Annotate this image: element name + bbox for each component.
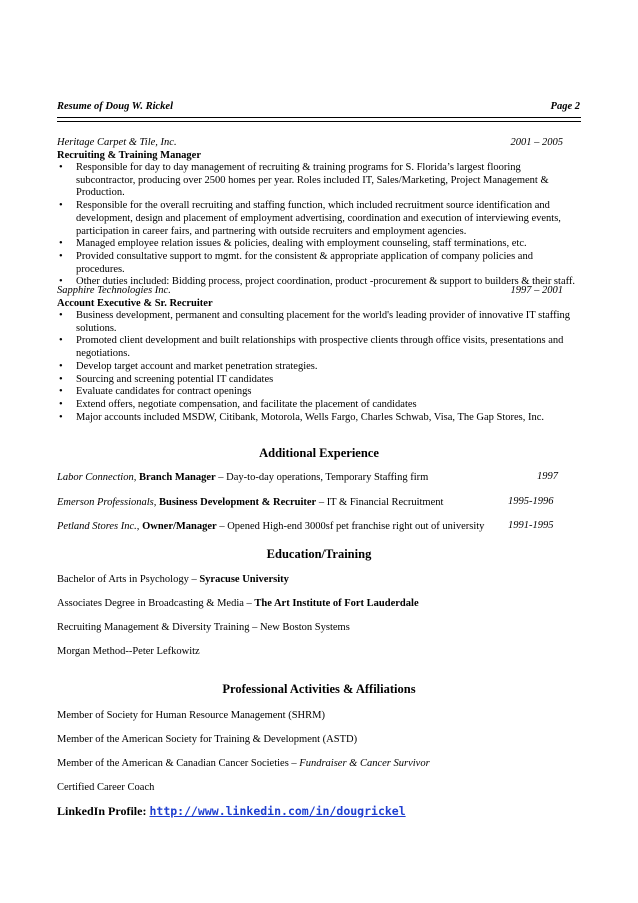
job-title: Account Executive & Sr. Recruiter	[57, 298, 213, 309]
company-name: Labor Connection,	[57, 472, 137, 483]
additional-dates: 1995-1996	[508, 496, 554, 507]
affiliation-note: Fundraiser & Cancer Survivor	[299, 758, 430, 769]
education-item	[57, 597, 581, 610]
additional-dates: 1991-1995	[508, 520, 554, 531]
list-item: • Responsible for the overall recruiting and staffing function, which included recruitment source identification and development, design and placement of employment advertising, coordination and execution of interviewing events, participation in career fairs, and partnering with outside recruiters and employment agencies.	[57, 200, 581, 238]
list-item: • Develop target account and market penetration strategies.	[57, 361, 581, 374]
company-name: Heritage Carpet & Tile, Inc.	[57, 137, 177, 148]
affiliation-text: Member of the American Society for Training & Development (ASTD)	[57, 734, 358, 745]
additional-item	[57, 471, 581, 484]
linkedin-profile	[57, 805, 581, 819]
header-divider	[57, 117, 581, 122]
affiliation-item	[57, 757, 581, 770]
list-item: • Evaluate candidates for contract openings	[57, 386, 581, 399]
role-description: – Opened High-end 3000sf pet franchise right out of university	[216, 521, 485, 532]
page-header	[57, 101, 580, 112]
role-description: – Day-to-day operations, Temporary Staffing firm	[215, 472, 429, 483]
additional-item	[57, 496, 581, 509]
affiliation-text: Member of Society for Human Resource Management (SHRM)	[57, 710, 325, 721]
education-heading: Education/Training	[266, 547, 372, 561]
list-item: • Provided consultative support to mgmt. for the consistent & appropriate application of company policies and procedures.	[57, 251, 581, 276]
resume-name: Resume of Doug W. Rickel	[57, 101, 173, 112]
institution-name: The Art Institute of Fort Lauderdale	[254, 598, 419, 609]
affiliations-heading: Professional Activities & Affiliations	[222, 682, 416, 696]
company-name: Sapphire Technologies Inc.	[57, 285, 171, 296]
list-item: • Business development, permanent and consulting placement for the world's leading provider of innovative IT staffing solutions.	[57, 310, 581, 335]
linkedin-label: LinkedIn Profile:	[57, 804, 150, 818]
job-duties	[57, 310, 581, 424]
list-item: • Responsible for day to day management of recruiting & training programs for S. Florida’s largest flooring subcontractor, producing over 2500 homes per year. Roles included IT, Sales/Marketing, Project Management & Production.	[57, 162, 581, 200]
affiliation-text: Member of the American & Canadian Cancer Societies –	[57, 758, 300, 769]
additional-item	[57, 520, 581, 533]
additional-experience-heading: Additional Experience	[259, 446, 379, 460]
job-entry	[57, 284, 581, 424]
role-title: Owner/Manager	[142, 521, 217, 532]
education-item	[57, 645, 581, 658]
job-duties	[57, 162, 581, 289]
institution-name: Syracuse University	[199, 574, 289, 585]
list-item: • Promoted client development and built relationships with prospective clients through office visits, presentations and negotiations.	[57, 335, 581, 360]
affiliation-text: Certified Career Coach	[57, 782, 155, 793]
education-item	[57, 621, 581, 634]
role-title: Branch Manager	[138, 472, 216, 483]
page-number: Page 2	[550, 101, 580, 112]
company-name: Petland Stores Inc.,	[57, 521, 140, 532]
additional-dates: 1997	[537, 471, 558, 482]
affiliation-item	[57, 781, 581, 794]
linkedin-link[interactable]: http://www.linkedin.com/in/dougrickel	[149, 804, 406, 818]
job-dates: 1997 – 2001	[510, 285, 563, 296]
job-entry	[57, 136, 581, 289]
affiliation-item	[57, 733, 581, 746]
education-text: Recruiting Management & Diversity Training – New Boston Systems	[57, 622, 350, 633]
list-item: • Sourcing and screening potential IT candidates	[57, 374, 581, 387]
education-item	[57, 573, 581, 586]
job-dates: 2001 – 2005	[510, 137, 563, 148]
role-title: Business Development & Recruiter	[159, 497, 317, 508]
company-name: Emerson Professionals,	[57, 497, 157, 508]
education-text: Bachelor of Arts in Psychology –	[57, 574, 200, 585]
education-text: Associates Degree in Broadcasting & Media –	[57, 598, 255, 609]
role-description: – IT & Financial Recruitment	[316, 497, 444, 508]
list-item: • Managed employee relation issues & policies, dealing with employment counseling, staff terminations, etc.	[57, 238, 581, 251]
affiliation-item	[57, 709, 581, 722]
list-item: • Extend offers, negotiate compensation, and facilitate the placement of candidates	[57, 399, 581, 412]
job-title: Recruiting & Training Manager	[57, 150, 201, 161]
list-item: • Other duties included: Bidding process, project coordination, product -procurement & support to builders & their staff.	[57, 276, 581, 289]
education-text: Morgan Method--Peter Lefkowitz	[57, 646, 200, 657]
list-item: • Major accounts included MSDW, Citibank, Motorola, Wells Fargo, Charles Schwab, Visa, The Gap Stores, Inc.	[57, 412, 581, 425]
